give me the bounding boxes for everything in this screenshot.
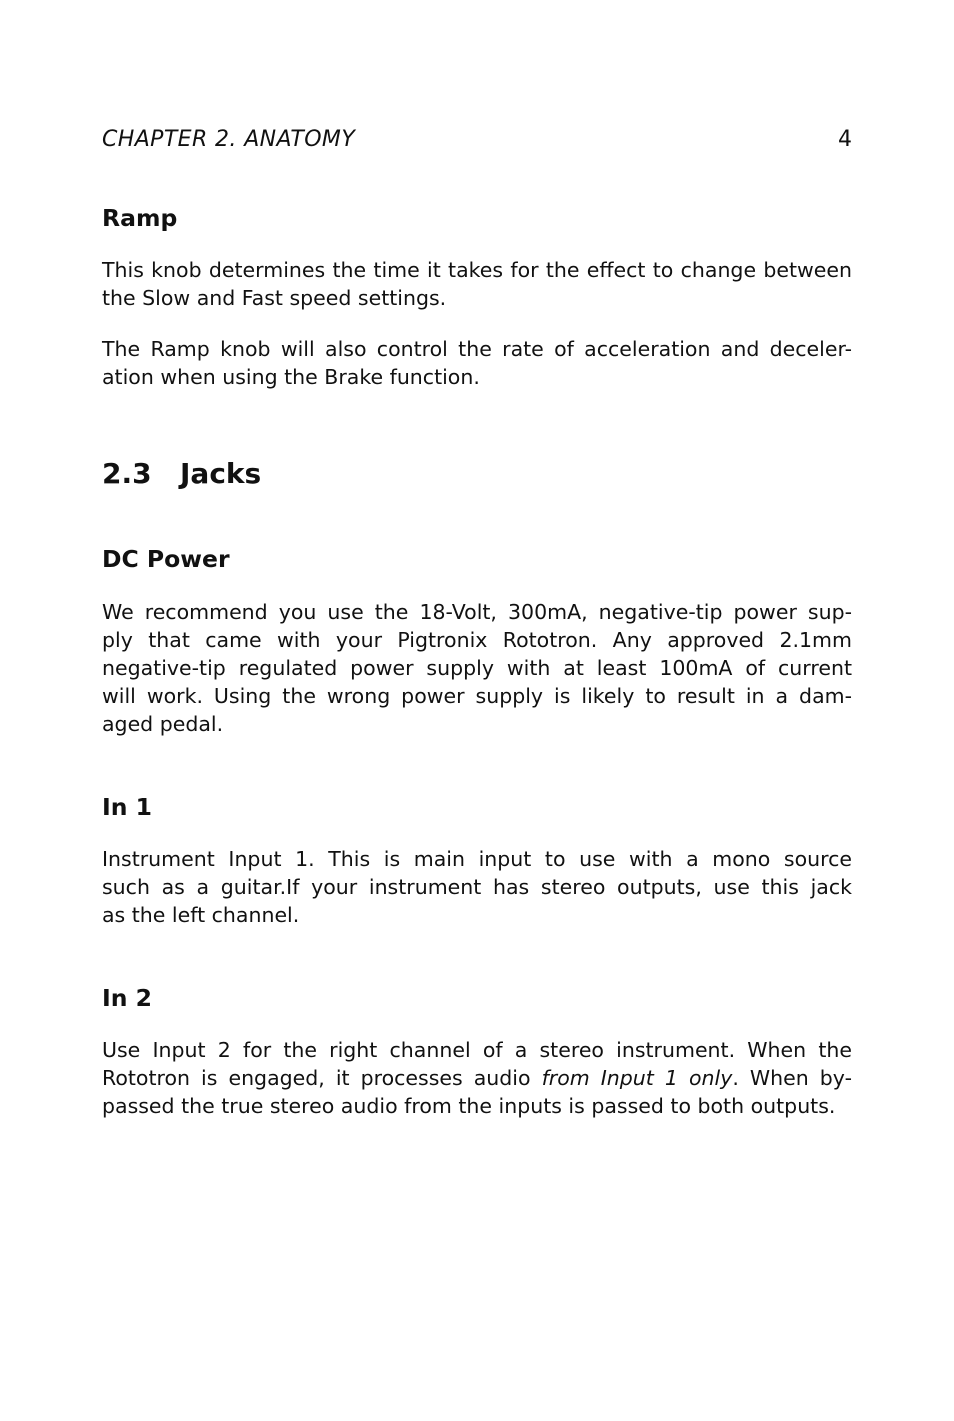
text-line: The Ramp knob will also control the rate of acceleration and deceler- (102, 337, 852, 361)
text-line: ply that came with your Pigtronix Rototron. Any approved 2.1mm (102, 628, 852, 652)
text-line: negative-tip regulated power supply with at least 100mA of current (102, 656, 852, 680)
ramp-paragraph-1 (102, 256, 852, 312)
ramp-heading-block (102, 203, 852, 233)
text-run: Rototron is engaged, it processes audio (102, 1066, 542, 1090)
text-line: passed the true stereo audio from the inputs is passed to both outputs. (102, 1094, 836, 1118)
dc-power-paragraph (102, 598, 852, 738)
in2-heading-block (102, 983, 852, 1013)
chapter-title: CHAPTER 2. ANATOMY (102, 127, 356, 152)
text-run: . When by- (732, 1066, 852, 1090)
running-header (102, 125, 852, 155)
text-line: Instrument Input 1. This is main input to use with a mono source (102, 847, 852, 871)
section-title: Jacks (180, 457, 262, 490)
text-line: will work. Using the wrong power supply is likely to result in a dam- (102, 684, 852, 708)
ramp-paragraph-2 (102, 335, 852, 391)
page-number: 4 (838, 127, 852, 152)
text-line: the Slow and Fast speed settings. (102, 286, 447, 310)
text-line: We recommend you use the 18-Volt, 300mA, negative-tip power sup- (102, 600, 852, 624)
section-number: 2.3 (102, 457, 152, 490)
section-heading-block (102, 457, 852, 491)
text-line (102, 1064, 852, 1092)
text-line: as the left channel. (102, 903, 300, 927)
in2-paragraph (102, 1036, 852, 1120)
emphasis-text: from Input 1 only (541, 1066, 733, 1090)
text-line: ation when using the Brake function. (102, 365, 480, 389)
in1-heading-block (102, 792, 852, 822)
text-line: This knob determines the time it takes for the effect to change between (102, 258, 852, 282)
in1-paragraph (102, 845, 852, 929)
in2-heading: In 2 (102, 984, 153, 1012)
ramp-heading: Ramp (102, 204, 178, 232)
text-line: such as a guitar.If your instrument has stereo outputs, use this jack (102, 875, 852, 899)
section-heading (102, 457, 852, 491)
in1-heading: In 1 (102, 793, 153, 821)
text-line: Use Input 2 for the right channel of a stereo instrument. When the (102, 1038, 852, 1062)
text-line: aged pedal. (102, 712, 224, 736)
dc-power-heading: DC Power (102, 545, 230, 573)
dc-power-heading-block (102, 544, 852, 574)
